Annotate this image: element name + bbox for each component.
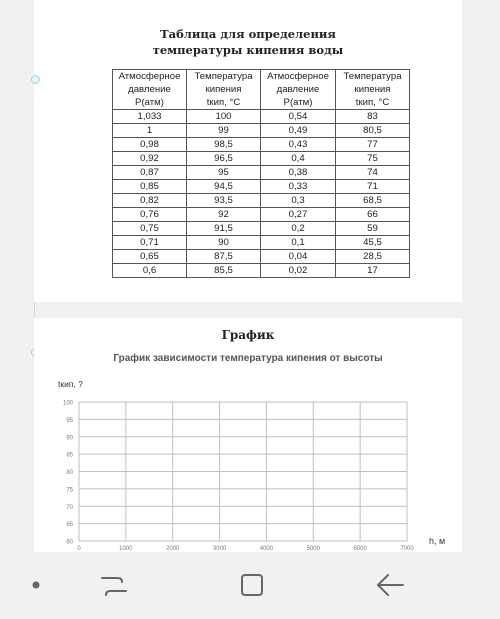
- table-cell: 0,27: [261, 208, 336, 222]
- table-title-line1: Таблица для определения: [160, 27, 336, 41]
- table-cell: 98,5: [187, 138, 261, 152]
- table-cell: 0,54: [261, 110, 336, 124]
- table-header-cell: Р(атм): [113, 96, 187, 110]
- table-row: [113, 152, 410, 166]
- nav-home-button[interactable]: [232, 567, 272, 603]
- table-cell: 0,82: [113, 194, 187, 208]
- y-tick-label: 90: [66, 435, 73, 442]
- table-cell: 75: [336, 152, 410, 166]
- y-tick-label: 80: [66, 470, 73, 476]
- table-row: [113, 222, 410, 236]
- table-cell: 85,5: [187, 264, 261, 278]
- table-cell: 1: [113, 124, 187, 138]
- x-tick-label: 6000: [353, 546, 367, 552]
- table-cell: 90: [187, 236, 261, 250]
- nav-recent-apps-button[interactable]: [94, 567, 134, 603]
- table-cell: 0,1: [261, 236, 336, 250]
- table-cell: 96,5: [187, 152, 261, 166]
- table-cell: 28,5: [336, 250, 410, 264]
- table-cell: 87,5: [187, 250, 261, 264]
- table-row: [113, 110, 410, 124]
- y-tick-label: 100: [62, 400, 73, 407]
- table-header-cell: tкип, °С: [187, 96, 261, 110]
- table-row: [113, 236, 410, 250]
- y-tick-label: 60: [66, 539, 73, 546]
- y-axis-label: tкип, ?: [58, 379, 83, 389]
- table-header-cell: давление: [113, 83, 187, 96]
- boiling-point-table: [112, 69, 410, 278]
- table-header-cell: Температура: [336, 70, 410, 84]
- table-header-cell: кипения: [187, 83, 261, 96]
- y-tick-label: 70: [66, 504, 73, 511]
- table-cell: 0,49: [261, 124, 336, 138]
- dot-icon: [16, 567, 56, 603]
- table-cell: 94,5: [187, 180, 261, 194]
- recent-apps-icon: [94, 567, 134, 603]
- nav-dot-button[interactable]: [16, 567, 56, 603]
- table-cell: 77: [336, 138, 410, 152]
- x-tick-label: 3000: [212, 546, 227, 552]
- table-cell: 0,75: [113, 222, 187, 236]
- table-header-cell: Р(атм): [261, 96, 336, 110]
- table-row: [113, 264, 410, 278]
- table-cell: 91,5: [187, 222, 261, 236]
- table-header-cell: tкип, °С: [336, 96, 410, 110]
- table-cell: 0,98: [113, 138, 187, 152]
- table-cell: 100: [187, 110, 261, 124]
- table-cell: 92: [187, 208, 261, 222]
- x-axis-label: h, м: [429, 536, 446, 546]
- table-row: [113, 124, 410, 138]
- table-title-line2: температуры кипения воды: [152, 43, 344, 57]
- table-row: [113, 208, 410, 222]
- x-tick-label: 5000: [306, 546, 320, 552]
- table-cell: 68,5: [336, 194, 410, 208]
- table-cell: 0,02: [261, 264, 336, 278]
- document-page-table: [34, 0, 462, 302]
- table-cell: 95: [187, 166, 261, 180]
- table-cell: 0,65: [113, 250, 187, 264]
- table-cell: 45,5: [336, 236, 410, 250]
- table-cell: 0,38: [261, 166, 336, 180]
- nav-back-button[interactable]: [370, 567, 410, 603]
- table-cell: 93,5: [187, 194, 261, 208]
- table-cell: 0,6: [113, 264, 187, 278]
- table-row: [113, 180, 410, 194]
- back-icon: [370, 567, 410, 603]
- table-cell: 0,33: [261, 180, 336, 194]
- page-marker-dot: [31, 75, 40, 84]
- table-cell: 59: [336, 222, 410, 236]
- table-cell: 0,4: [261, 152, 336, 166]
- table-cell: 71: [336, 180, 410, 194]
- table-cell: 0,04: [261, 250, 336, 264]
- table-cell: 0,43: [261, 138, 336, 152]
- table-cell: 0,76: [113, 208, 187, 222]
- home-icon: [232, 567, 272, 603]
- table-cell: 0,87: [113, 166, 187, 180]
- x-tick-label: 2000: [166, 546, 180, 552]
- y-tick-label: 75: [66, 487, 73, 494]
- x-tick-label: 7000: [400, 546, 414, 552]
- table-cell: 0,3: [261, 194, 336, 208]
- table-cell: 0,2: [261, 222, 336, 236]
- table-row: [113, 194, 410, 208]
- table-cell: 0,85: [113, 180, 187, 194]
- table-row: [113, 138, 410, 152]
- table-cell: 0,71: [113, 236, 187, 250]
- x-tick-label: 0: [77, 546, 81, 552]
- table-row: [113, 166, 410, 180]
- chart-svg: [34, 318, 462, 552]
- table-header-cell: кипения: [336, 83, 410, 96]
- table-header-cell: Атмосферное: [261, 70, 336, 84]
- table-cell: 74: [336, 166, 410, 180]
- x-tick-label: 4000: [259, 546, 274, 552]
- table-cell: 0,92: [113, 152, 187, 166]
- y-tick-label: 65: [66, 522, 73, 529]
- table-cell: 66: [336, 208, 410, 222]
- table-cell: 83: [336, 110, 410, 124]
- system-navigation-bar: [0, 552, 500, 619]
- table-cell: 1,033: [113, 110, 187, 124]
- table-row: [113, 250, 410, 264]
- x-tick-label: 1000: [119, 546, 133, 552]
- table-cell: 80,5: [336, 124, 410, 138]
- table-cell: 17: [336, 264, 410, 278]
- chart-title: График зависимости температура кипения от высоты: [113, 353, 383, 364]
- table-cell: 99: [187, 124, 261, 138]
- document-page-graph: [34, 318, 462, 552]
- y-tick-label: 85: [66, 452, 73, 459]
- graph-heading: График: [221, 328, 275, 342]
- table-header-cell: Атмосферное: [113, 70, 187, 84]
- y-tick-label: 95: [66, 417, 73, 424]
- table-header-cell: давление: [261, 83, 336, 96]
- table-header-cell: Температура: [187, 70, 261, 84]
